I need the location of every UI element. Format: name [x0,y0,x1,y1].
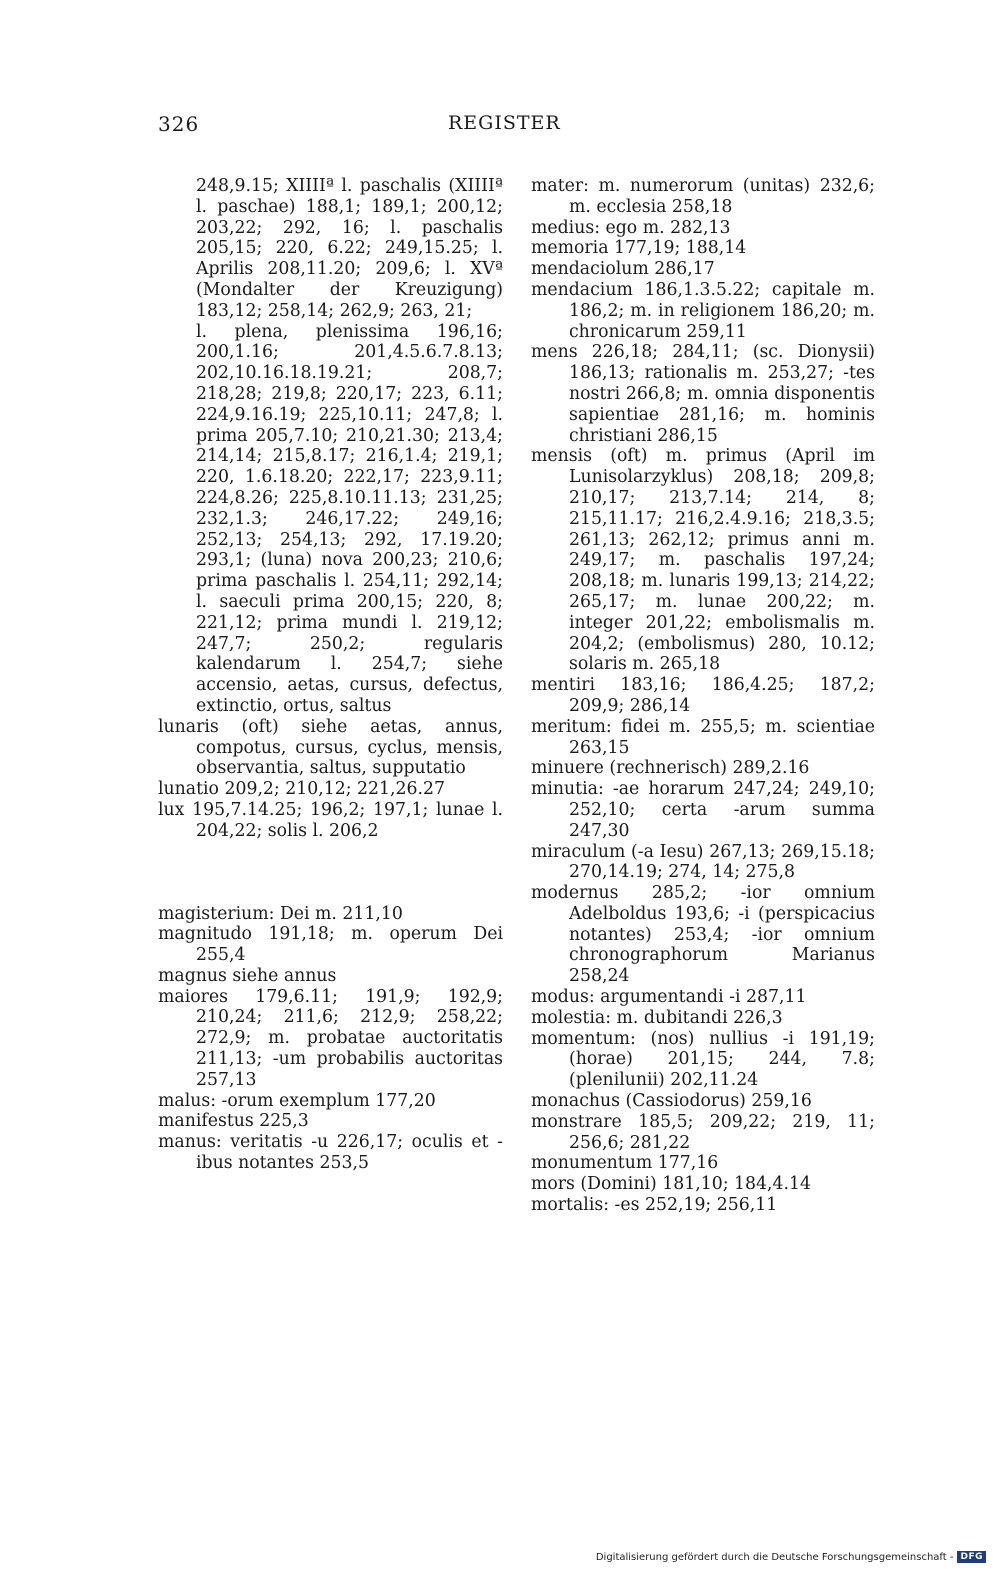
index-entry: monstrare 185,5; 209,22; 219, 11; 256,6; 281,22 [531,1111,875,1153]
index-entry: meritum: fidei m. 255,5; m. scientiae 263,15 [531,716,875,758]
dfg-logo: DFG [957,1551,986,1563]
index-entry: magnus siehe annus [158,965,337,986]
footer-text: Digitalisierung gefördert durch die Deutsche Forschungsgemeinschaft - [595,1551,954,1563]
index-entry: mentiri 183,16; 186,4.25; 187,2; 209,9; 286,14 [531,675,875,716]
page-number: 326 [158,112,200,136]
index-entry: medius: ego m. 282,13 [531,217,731,238]
index-entry: mens 226,18; 284,11; (sc. Dionysii) 186,13; rationalis m. 253,27; -tes nostri 266,8; m. omnia disponentis sapientiae 281,16; m. hominis christiani 286,15 [531,342,875,446]
index-entry: memoria 177,19; 188,14 [531,238,747,259]
index-entry: monumentum 177,16 [531,1153,719,1174]
section-gap [158,842,503,904]
right-column [531,176,875,1216]
index-entry: momentum: (nos) nullius -i 191,19; (horae) 201,15; 244, 7.8; (plenilunii) 202,11.24 [531,1028,875,1091]
footer [596,1551,986,1563]
left-column [158,176,503,1174]
index-entry: modus: argumentandi -i 287,11 [531,987,807,1008]
index-entry: malus: -orum exemplum 177,20 [158,1090,436,1111]
index-entry: mendaciolum 286,17 [531,259,715,280]
index-entry: lunatio 209,2; 210,12; 221,26.27 [158,779,445,800]
index-entry: mater: m. numerorum (unitas) 232,6; m. ecclesia 258,18 [531,176,875,217]
page-title: REGISTER [448,112,561,134]
index-entry: mendacium 186,1.3.5.22; capitale m. 186,2; m. in religionem 186,20; m. chronicarum 259,11 [531,279,875,342]
index-entry: modernus 285,2; -ior omnium Adelboldus 193,6; -i (perspicacius notantes) 253,4; -ior omnium chronographorum Marianus 258,24 [531,883,875,987]
index-entry: mensis (oft) m. primus (April im Lunisolarzyklus) 208,18; 209,8; 210,17; 213,7.14; 214, 8; 215,11.17; 216,2.4.9.16; 218,3.5; 261,13; 262,12; primus anni m. 249,17; m. paschalis 197,24; 208,18; m. lunaris 199,13; 214,22; 265,17; m. lunae 200,22; m. integer 201,22; embolismalis m. 204,2; (embolismus) 280, 10.12; solaris m. 265,18 [531,446,875,675]
index-entry: l. plena, plenissima 196,16; 200,1.16; 201,4.5.6.7.8.13; 202,10.16.18.19.21; 208,7; 218,28; 219,8; 220,17; 223, 6.11; 224,9.16.19; 225,10.11; 247,8; l. prima 205,7.10; 210,21.30; 213,4; 214,14; 215,8.17; 216,1.4; 219,1; 220, 1.6.18.20; 222,17; 223,9.11; 224,8.26; 225,8.10.11.13; 231,25; 232,1.3; 246,17.22; 249,16; 252,13; 254,13; 292, 17.19.20; 293,1; (luna) nova 200,23; 210,6; prima paschalis l. 254,11; 292,14; l. saeculi prima 200,15; 220, 8; 221,12; prima mundi l. 219,12; 247,7; 250,2; regularis kalendarum l. 254,7; siehe accensio, aetas, cursus, defectus, extinctio, ortus, saltus [196,321,503,716]
index-entry: lux 195,7.14.25; 196,2; 197,1; lunae l. 204,22; solis l. 206,2 [158,799,503,841]
index-entry: minuere (rechnerisch) 289,2.16 [531,758,810,779]
index-entry: 248,9.15; XIIIIª l. paschalis (XIIIIª l. paschae) 188,1; 189,1; 200,12; 203,22; 292, 16; l. paschalis 205,15; 220, 6.22; 249,15.25; l. Aprilis 208,11.20; 209,6; l. XVª (Mondalter der Kreuzigung) 183,12; 258,14; 262,9; 263, 21; [196,176,503,321]
index-entry: magisterium: Dei m. 211,10 [158,903,403,924]
index-entry: manus: veritatis -u 226,17; oculis et -ibus notantes 253,5 [158,1132,503,1174]
index-entry: lunaris (oft) siehe aetas, annus, compotus, cursus, cyclus, mensis, observantia, saltus, supputatio [158,716,503,779]
index-entry: maiores 179,6.11; 191,9; 192,9; 210,24; 211,6; 212,9; 258,22; 272,9; m. probatae auctoritatis 211,13; -um probabilis auctoritas 257,13 [158,986,503,1090]
index-entry: mortalis: -es 252,19; 256,11 [531,1195,778,1216]
index-entry: mors (Domini) 181,10; 184,4.14 [531,1174,811,1195]
index-entry: miraculum (-a Iesu) 267,13; 269,15.18; 270,14.19; 274, 14; 275,8 [531,841,875,883]
index-entry: molestia: m. dubitandi 226,3 [531,1007,783,1028]
index-entry: minutia: -ae horarum 247,24; 249,10; 252,10; certa -arum summa 247,30 [531,779,875,841]
index-entry: manifestus 225,3 [158,1111,309,1132]
index-entry: monachus (Cassiodorus) 259,16 [531,1091,812,1112]
index-entry: magnitudo 191,18; m. operum Dei 255,4 [158,924,503,966]
page-header [158,112,870,142]
